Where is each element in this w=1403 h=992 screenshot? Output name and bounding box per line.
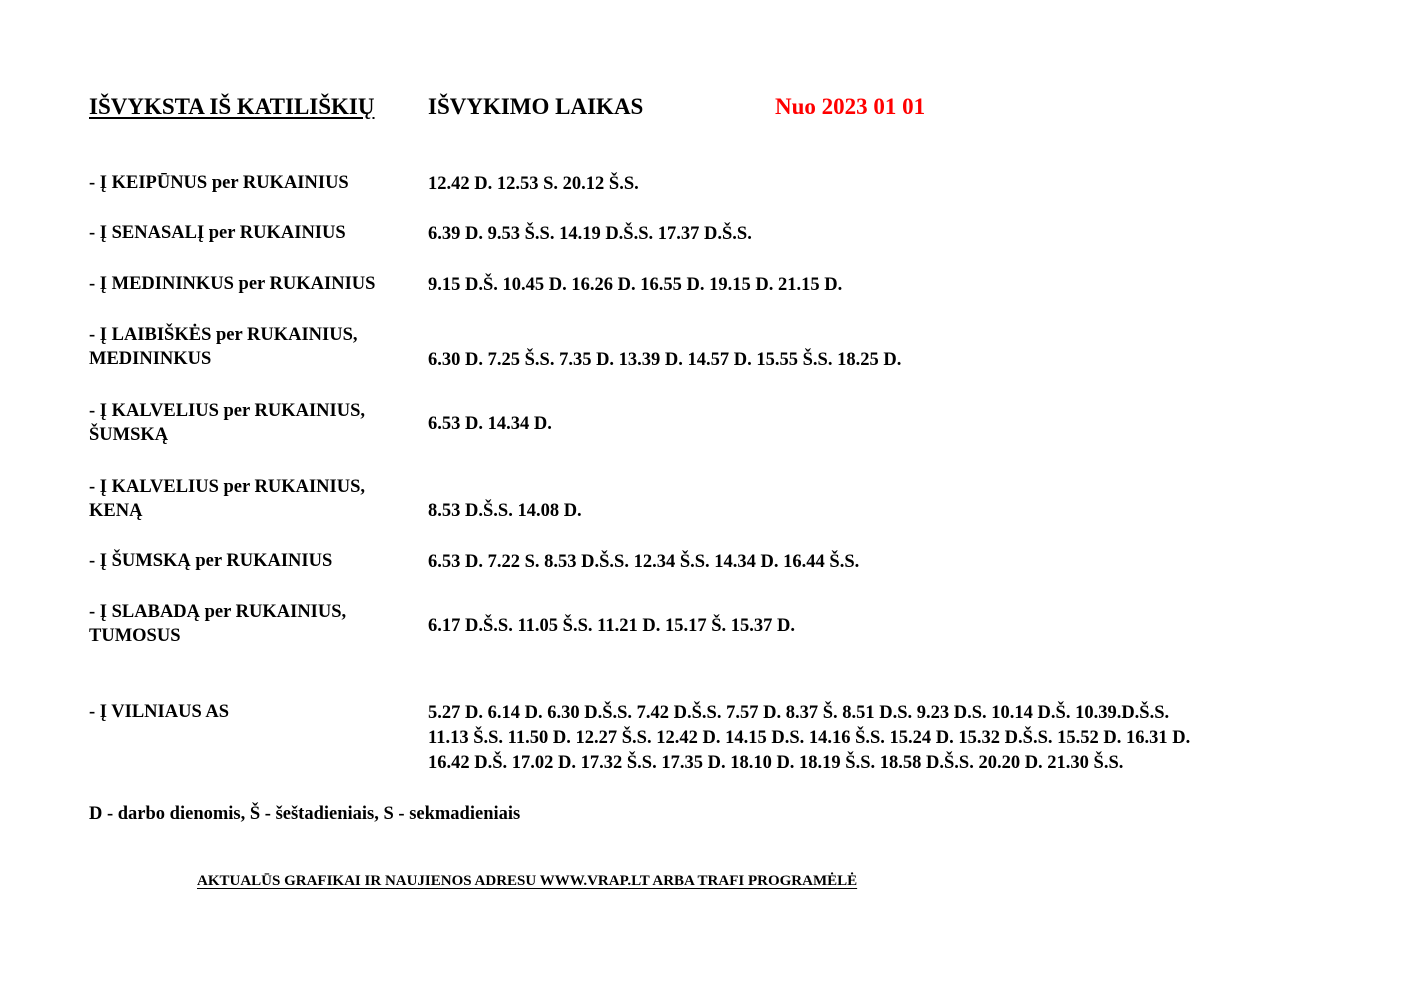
route-label-sumskas xyxy=(89,549,332,573)
route-label-laibiskes xyxy=(89,323,358,371)
route-label-slabada xyxy=(89,600,346,648)
route-label-kalveliai-kena xyxy=(89,475,365,523)
route-times-line: 5.27 D. 6.14 D. 6.30 D.Š.S. 7.42 D.Š.S. 7.57 D. 8.37 Š. 8.51 D.S. 9.23 D.S. 10.14 D.Š. 10.39.D.Š.S. xyxy=(428,703,1170,723)
route-times-laibiskes xyxy=(428,348,901,372)
route-label-vilnius-as xyxy=(89,700,229,724)
route-label-line: TUMOSUS xyxy=(89,626,181,646)
route-times-line: 6.53 D. 14.34 D. xyxy=(428,414,552,434)
route-label-medininkai xyxy=(89,272,375,296)
route-label-line: - Į MEDININKUS per RUKAINIUS xyxy=(89,274,376,294)
route-times-line: 16.42 D.Š. 17.02 D. 17.32 Š.S. 17.35 D. 18.10 D. 18.19 Š.S. 18.58 D.Š.S. 20.20 D. 21.30 Š.S. xyxy=(428,753,1124,773)
route-label-line: - Į KALVELIUS per RUKAINIUS, xyxy=(89,401,366,421)
route-times-keipunai xyxy=(428,172,639,196)
route-times-line: 9.15 D.Š. 10.45 D. 16.26 D. 16.55 D. 19.15 D. 21.15 D. xyxy=(428,275,843,295)
route-label-line: ŠUMSKĄ xyxy=(89,425,169,445)
route-label-line: - Į ŠUMSKĄ per RUKAINIUS xyxy=(89,551,333,571)
route-times-line: 6.17 D.Š.S. 11.05 Š.S. 11.21 D. 15.17 Š. 15.37 D. xyxy=(428,616,795,636)
origin-title: IŠVYKSTA IŠ KATILIŠKIŲ xyxy=(89,94,375,119)
footer-website-link[interactable]: AKTUALŪS GRAFIKAI IR NAUJIENOS ADRESU WWW.VRAP.LT ARBA TRAFI PROGRAMĖLĖ xyxy=(197,873,858,889)
route-times-line: 11.13 Š.S. 11.50 D. 12.27 Š.S. 12.42 D. 14.15 D.S. 14.16 Š.S. 15.24 D. 15.32 D.Š.S. 15.52 D. 16.31 D. xyxy=(428,728,1191,748)
route-label-line: KENĄ xyxy=(89,501,143,521)
route-label-senasalis xyxy=(89,221,346,245)
route-label-line: - Į SLABADĄ per RUKAINIUS, xyxy=(89,602,347,622)
route-label-line: MEDININKUS xyxy=(89,349,212,369)
legend-text: D - darbo dienomis, Š - šeštadieniais, S - sekmadieniais xyxy=(89,804,521,824)
route-times-line: 6.30 D. 7.25 Š.S. 7.35 D. 13.39 D. 14.57 D. 15.55 Š.S. 18.25 D. xyxy=(428,350,902,370)
route-label-line: - Į LAIBIŠKĖS per RUKAINIUS, xyxy=(89,325,358,345)
departure-time-title: IŠVYKIMO LAIKAS xyxy=(428,94,644,119)
route-label-keipunai xyxy=(89,171,349,195)
route-label-line: - Į VILNIAUS AS xyxy=(89,702,229,722)
route-times-line: 6.39 D. 9.53 Š.S. 14.19 D.Š.S. 17.37 D.Š.S. xyxy=(428,224,752,244)
route-times-sumskas xyxy=(428,550,859,574)
route-times-line: 6.53 D. 7.22 S. 8.53 D.Š.S. 12.34 Š.S. 14.34 D. 16.44 Š.S. xyxy=(428,552,860,572)
route-times-slabada xyxy=(428,614,795,638)
route-times-line: 12.42 D. 12.53 S. 20.12 Š.S. xyxy=(428,174,639,194)
route-times-medininkai xyxy=(428,273,842,297)
route-label-line: - Į KEIPŪNUS per RUKAINIUS xyxy=(89,173,349,193)
route-label-kalveliai-sumskas xyxy=(89,399,365,447)
route-times-senasalis xyxy=(428,222,752,246)
route-times-line: 8.53 D.Š.S. 14.08 D. xyxy=(428,501,582,521)
route-times-vilnius-as xyxy=(428,701,1190,776)
route-label-line: - Į SENASALĮ per RUKAINIUS xyxy=(89,223,346,243)
valid-from-date: Nuo 2023 01 01 xyxy=(775,94,926,119)
route-label-line: - Į KALVELIUS per RUKAINIUS, xyxy=(89,477,366,497)
route-times-kalveliai-kena xyxy=(428,499,582,523)
route-times-kalveliai-sumskas xyxy=(428,412,552,436)
